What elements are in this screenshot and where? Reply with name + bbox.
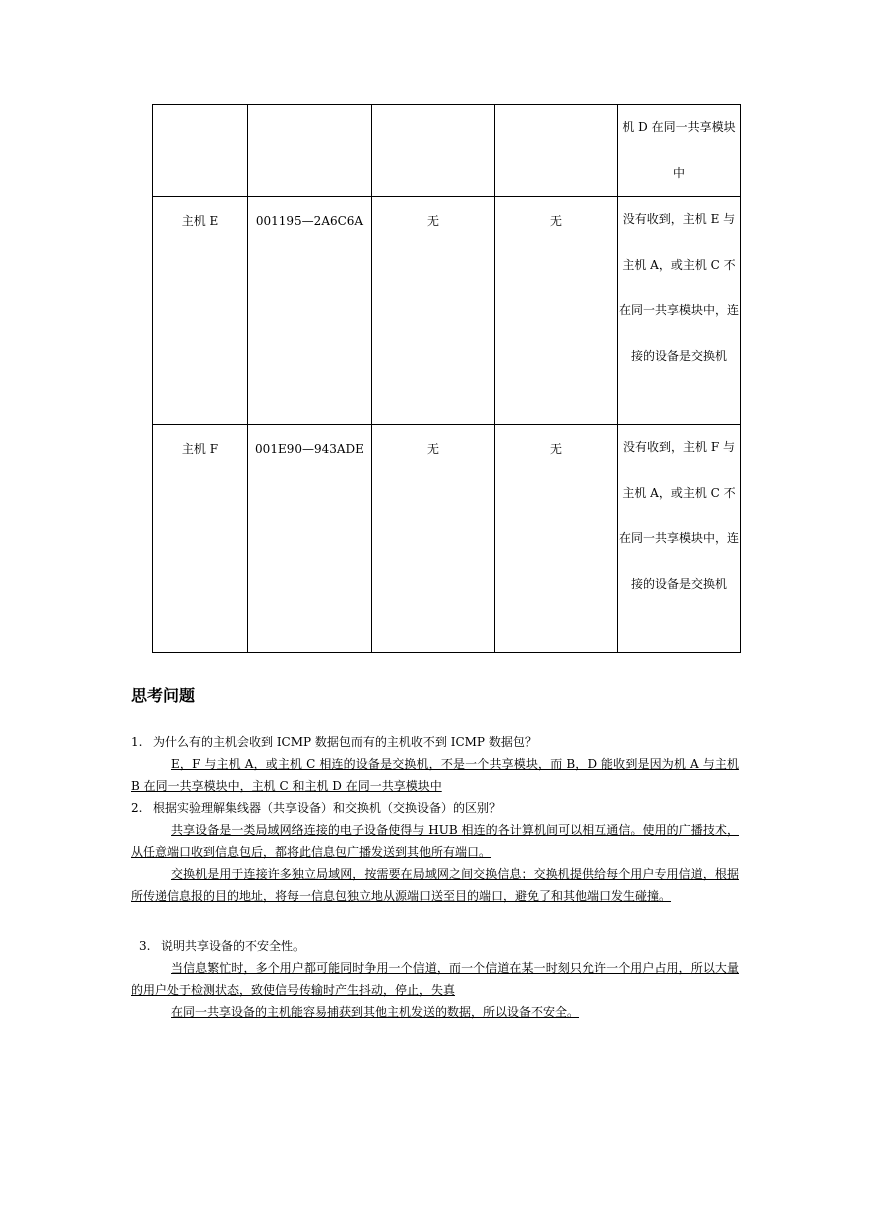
- col4-cell: 无: [495, 197, 618, 425]
- section-heading: 思考问题: [131, 686, 196, 705]
- answer: 交换机是用于连接许多独立局域网，按需要在局域网之间交换信息；交换机提供给每个用户专用信道，根据所传递信息报的目的地址，将每一信息包独立地从源端口送至目的端口，避免了和其他端口发生碰撞。: [131, 867, 739, 903]
- question: 3. 说明共享设备的不安全性。: [139, 939, 306, 953]
- mac-cell: 001E90—943ADE: [248, 425, 372, 653]
- note-text: 机 D 在同一共享模块中: [622, 120, 736, 180]
- table-row: [153, 105, 741, 197]
- answer: 在同一共享设备的主机能容易捕获到其他主机发送的数据，所以设备不安全。: [171, 1005, 580, 1019]
- host-cell: [153, 105, 248, 197]
- col4-cell: 无: [495, 425, 618, 653]
- col4-cell: [495, 105, 618, 197]
- question-block-3: [131, 935, 739, 1023]
- mac-cell: 001195—2A6C6A: [248, 197, 372, 425]
- answer: 共享设备是一类局域网络连接的电子设备使得与 HUB 相连的各计算机间可以相互通信。使用的广播技术，从任意端口收到信息包后，都将此信息包广播发送到其他所有端口。: [131, 823, 739, 859]
- question-block-2: [131, 797, 739, 907]
- host-cell: 主机 F: [153, 425, 248, 653]
- note-cell: [618, 197, 741, 425]
- col3-cell: 无: [372, 425, 495, 653]
- note-text: 没有收到，主机 E 与主机 A，或主机 C 不在同一共享模块中，连接的设备是交换机: [618, 212, 739, 363]
- note-text: 没有收到，主机 F 与主机 A，或主机 C 不在同一共享模块中，连接的设备是交换机: [618, 440, 739, 591]
- results-table: [152, 104, 741, 653]
- note-cell: [618, 105, 741, 197]
- col3-cell: 无: [372, 197, 495, 425]
- question: 2. 根据实验理解集线器（共享设备）和交换机（交换设备）的区别？: [131, 801, 502, 815]
- answer: 当信息繁忙时，多个用户都可能同时争用一个信道，而一个信道在某一时刻只允许一个用户占用，所以大量的用户处于检测状态，致使信号传输时产生抖动，停止，失真: [131, 961, 739, 997]
- col3-cell: [372, 105, 495, 197]
- question-block-1: [131, 731, 739, 797]
- host-cell: 主机 E: [153, 197, 248, 425]
- question: 1. 为什么有的主机会收到 ICMP 数据包而有的主机收不到 ICMP 数据包？: [131, 735, 537, 749]
- answer: E，F 与主机 A，或主机 C 相连的设备是交换机，不是一个共享模块，而 B，D 能收到是因为机 A 与主机 B 在同一共享模块中，主机 C 和主机 D 在同一共享模块中: [131, 757, 739, 793]
- mac-cell: [248, 105, 372, 197]
- table-row: [153, 425, 741, 653]
- note-cell: [618, 425, 741, 653]
- table-row: [153, 197, 741, 425]
